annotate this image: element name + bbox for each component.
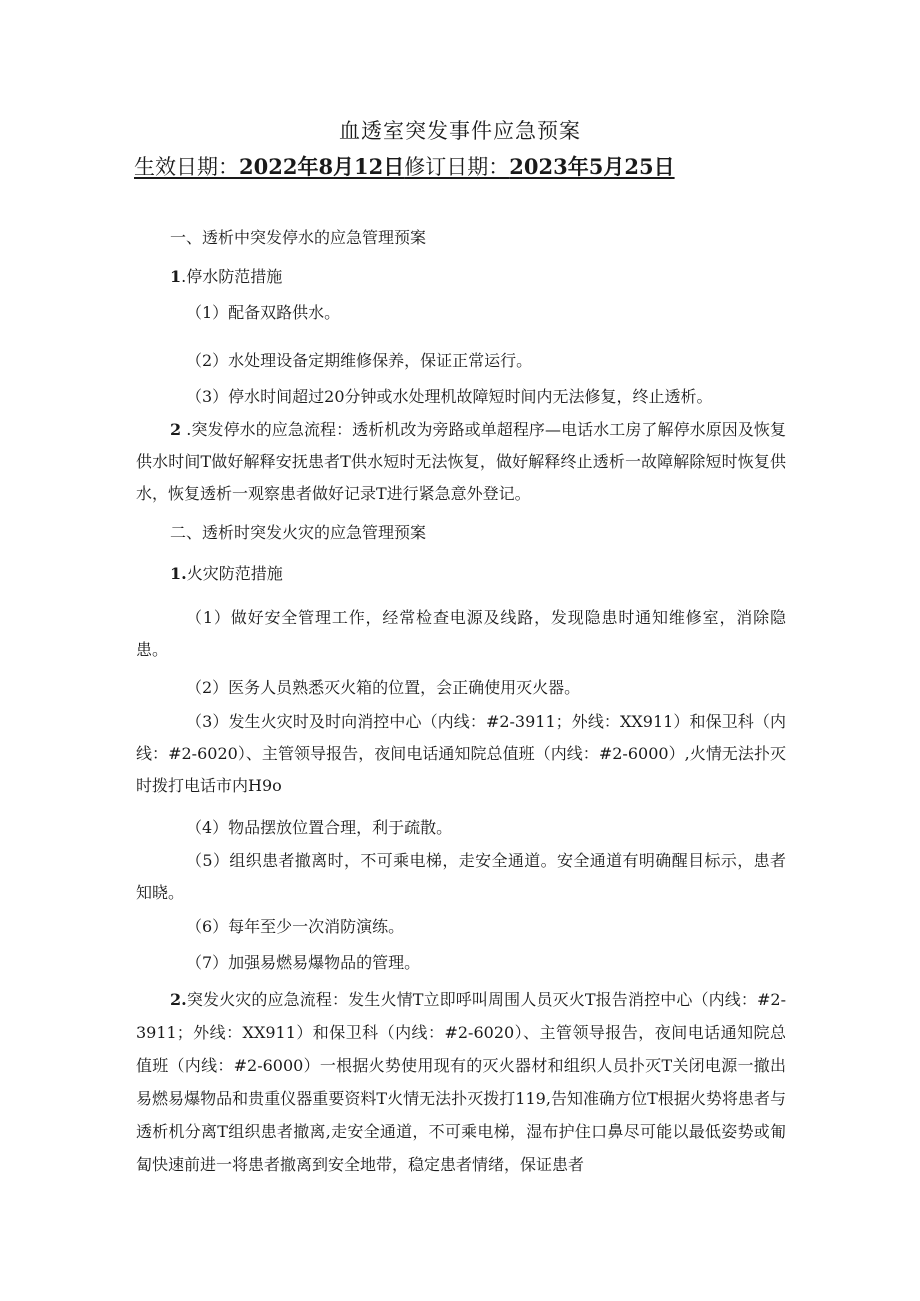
section2-sub1-number: 1. [170,564,187,583]
effective-date: 2022年8月12日 [239,154,405,179]
section2-item-5: （5）组织患者撤离时，不可乘电梯，走安全通道。安全通道有明确醒目标示，患者知晓。 [136,851,786,902]
document-dates [134,152,675,182]
section2-item-6: （6）每年至少一次消防演练。 [186,917,405,936]
section2-procedure [136,983,786,1181]
section2-subheading-1 [170,564,283,584]
section1-sub1-title: .停水防范措施 [181,267,283,286]
section1-item-2: （2）水处理设备定期维修保养，保证正常运行。 [186,351,533,370]
section1-procedure [136,414,786,510]
section2-item-3: （3）发生火灾时及时向消控中心（内线：#2-3911；外线：XX911）和保卫科（内线：#2-6020）、主管领导报告，夜间电话通知院总值班（内线：#2-6000）,火情无法扑灭时拨打电话市内H9o [136,712,786,795]
section2-heading: 二、透析时突发火灾的应急管理预案 [170,523,427,542]
section1-item-1: （1）配备双路供水。 [186,303,341,322]
section1-sub2-number: 2 [170,420,182,439]
section2-item-7: （7）加强易燃易爆物品的管理。 [186,953,421,972]
section1-subheading-1 [170,267,282,287]
section1-item-3: （3）停水时间超过20分钟或水处理机故障短时间内无法修复，终止透析。 [186,387,713,406]
section2-sub1-title: 火灾防范措施 [186,564,283,583]
effective-label: 生效日期： [134,155,239,179]
section1-sub1-number: 1 [170,267,182,286]
section1-sub2-text: .突发停水的应急流程：透析机改为旁路或单超程序—电话水工房了解停水原因及恢复供水时间T做好解释安抚患者T供水短时无法恢复，做好解释终止透析一故障解除短时恢复供水，恢复透析一观察患者做好记录T进行紧急意外登记。 [136,420,786,503]
document-title: 血透室突发事件应急预案 [339,119,581,143]
revised-label: 修订日期： [404,155,510,179]
section2-item-4: （4）物品摆放位置合理，利于疏散。 [186,818,453,837]
section2-sub2-text: 突发火灾的应急流程：发生火情T立即呼叫周围人员灭火T报告消控中心（内线：#2-3911；外线：XX911）和保卫科（内线：#2-6020）、主管领导报告，夜间电话通知院总值班（内线：#2-6000）一根据火势使用现有的灭火器材和组织人员扑灭T关闭电源一撤出易燃易爆物品和贵重仪器重要资料T火情无法扑灭拨打119,告知准确方位T根据火势将患者与透析机分离T组织患者撤离,走安全通道，不可乘电梯，湿布护住口鼻尽可能以最低姿势或匍匐快速前进一将患者撤离到安全地带，稳定患者情绪，保证患者 [136,990,786,1174]
section2-item-2: （2）医务人员熟悉灭火箱的位置，会正确使用灭火器。 [186,678,581,697]
section2-item-1: （1）做好安全管理工作，经常检查电源及线路，发现隐患时通知维修室，消除隐患。 [136,608,786,659]
section2-sub2-number: 2. [170,990,187,1009]
revised-date: 2023年5月25日 [509,154,675,179]
section1-heading: 一、透析中突发停水的应急管理预案 [170,228,427,247]
